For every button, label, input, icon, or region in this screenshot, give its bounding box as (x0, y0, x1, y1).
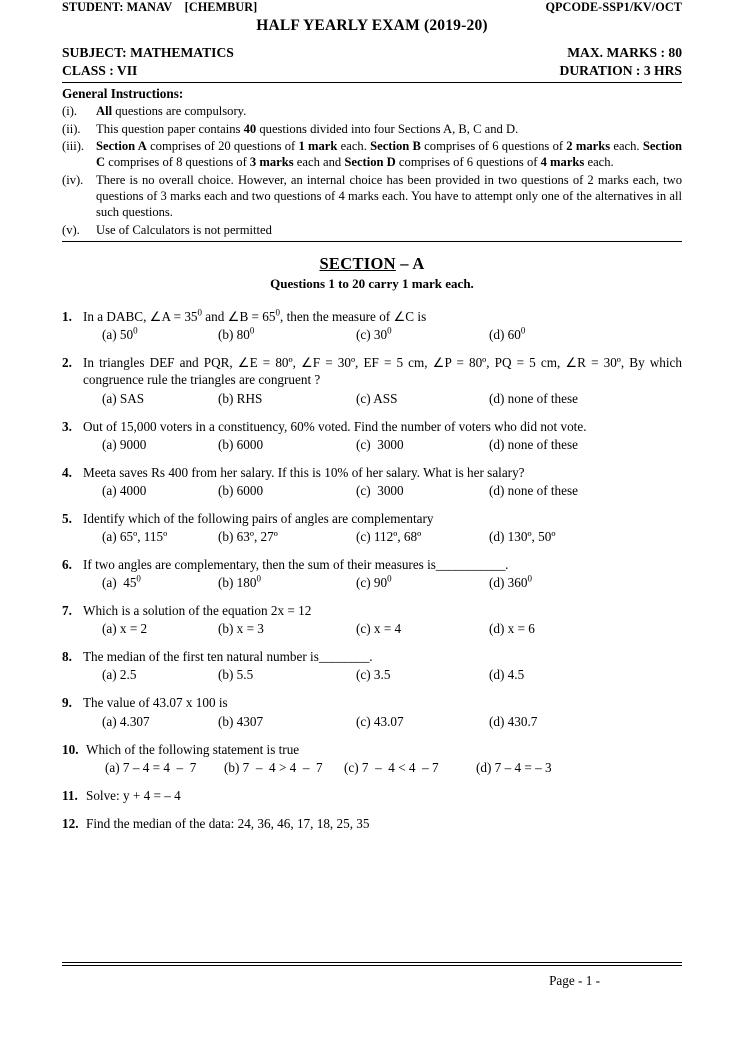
question-number: 2. (62, 355, 72, 371)
option-choice[interactable]: (b) 4307 (218, 713, 264, 729)
subject-line (62, 44, 682, 62)
option-choice[interactable]: (d) 7 – 4 = – 3 (476, 759, 552, 775)
option-row (83, 326, 682, 343)
option-row (83, 436, 682, 453)
page-number: Page - 1 - (549, 973, 600, 988)
option-choice[interactable]: (a) 4.307 (102, 713, 150, 729)
question-item (62, 602, 682, 637)
questions-list (62, 308, 682, 832)
option-choice[interactable]: (a) $45^0$ (102, 573, 141, 591)
question-text: Find the median of the data: 24, 36, 46, 17, 18, 25, 35 (86, 815, 370, 831)
option-choice[interactable]: (b) 63º, 27º (218, 528, 278, 544)
instruction-item (62, 172, 682, 221)
question-body (83, 648, 682, 683)
option-choice[interactable]: (c) $90^0$ (356, 573, 392, 591)
instruction-text: There is no overall choice. However, an internal choice has been provided in two questions of 2 marks each, two questions of 3 marks each and two questions of 4 marks each. You have to attempt only one of the alternatives in all such questions. (96, 172, 682, 220)
subject-label: SUBJECT: MATHEMATICS (62, 45, 234, 60)
instruction-text: Section A comprises of 20 questions of 1 mark each. Section B comprises of 6 questions of 2 marks each. Section C comprises of 8 questions of 3 marks each and Section D comprises of 6 questions of 4 marks each. (96, 138, 683, 170)
option-choice[interactable]: (a) SAS (102, 390, 145, 406)
question-item (62, 787, 682, 804)
option-choice[interactable]: (d) 4.5 (489, 667, 525, 683)
class-line (62, 62, 682, 80)
option-choice[interactable]: (d) none of these (489, 482, 578, 498)
question-item (62, 510, 682, 545)
instructions-divider (62, 241, 682, 242)
option-choice[interactable]: (b) $180^0$ (218, 573, 261, 591)
instruction-text: All questions are compulsory. (96, 104, 247, 119)
page-content (62, 0, 682, 843)
instruction-item (62, 103, 682, 119)
instruction-number: (i). (62, 104, 78, 119)
instruction-number: (iv). (62, 172, 84, 187)
max-marks-label: MAX. MARKS : 80 (567, 45, 682, 60)
question-item (62, 418, 682, 453)
section-heading (62, 254, 682, 292)
option-row (83, 574, 682, 591)
option-choice[interactable]: (c) ASS (356, 390, 398, 406)
section-title (62, 254, 682, 274)
question-text: Which of the following statement is true (86, 741, 300, 757)
option-row (83, 713, 682, 730)
question-text: Out of 15,000 voters in a constituency, 60% voted. Find the number of voters who did not vote. (83, 418, 587, 434)
question-text: The median of the first ten natural number is________. (83, 649, 373, 665)
instructions-list (62, 103, 682, 238)
qp-code: QPCODE-SSP1/KV/OCT (545, 0, 682, 14)
option-row (83, 620, 682, 637)
option-choice[interactable]: (c) x = 4 (356, 621, 402, 637)
header-divider (62, 82, 682, 83)
question-item (62, 648, 682, 683)
page-footer (62, 962, 682, 989)
question-body (86, 787, 682, 804)
option-choice[interactable]: (d) $360^0$ (489, 573, 532, 591)
option-choice[interactable]: (c) 43.07 (356, 713, 404, 729)
option-choice[interactable]: (c) $30^0$ (356, 325, 392, 343)
option-choice[interactable]: (a) 9000 (102, 436, 147, 452)
question-body (86, 741, 682, 776)
instruction-text: This question paper contains 40 questions divided into four Sections A, B, C and D. (96, 121, 519, 136)
question-body (83, 510, 682, 545)
section-title-rest: – A (395, 254, 425, 274)
question-number: 5. (62, 510, 72, 526)
section-subtitle: Questions 1 to 20 carry 1 mark each. (270, 276, 474, 292)
question-text: In triangles DEF and PQR, ∠E = 80º, ∠F = 30º, EF = 5 cm, ∠P = 80º, PQ = 5 cm, ∠R = 30º, By which congruence rule the triangles are congruent ? (83, 355, 682, 388)
instruction-number: (ii). (62, 121, 81, 136)
option-row (83, 528, 682, 545)
question-text: Identify which of the following pairs of angles are complementary (83, 510, 434, 526)
instruction-item (62, 222, 682, 238)
option-choice[interactable]: (b) 6000 (218, 436, 264, 452)
general-instructions-title: General Instructions: (62, 86, 184, 102)
instruction-item (62, 138, 682, 171)
question-body (83, 308, 682, 343)
question-text: If two angles are complementary, then the sum of their measures is___________. (83, 556, 509, 572)
option-choice[interactable]: (c) 112º, 68º (356, 528, 422, 544)
option-choice[interactable]: (c) 3000 (356, 436, 404, 452)
question-number: 7. (62, 603, 72, 619)
question-text: Meeta saves Rs 400 from her salary. If this is 10% of her salary. What is her salary? (83, 464, 525, 480)
option-choice[interactable]: (b) 7 – 4 > 4 – 7 (224, 759, 323, 775)
option-choice[interactable]: (a) $50^0$ (102, 325, 138, 343)
question-number: 8. (62, 649, 72, 665)
option-choice[interactable]: (a) 65º, 115º (102, 528, 168, 544)
option-choice[interactable]: (b) x = 3 (218, 621, 264, 637)
option-choice[interactable]: (a) 2.5 (102, 667, 137, 683)
question-item (62, 815, 682, 832)
question-text: Solve: y + 4 = – 4 (86, 787, 181, 803)
question-item (62, 308, 682, 343)
question-body (86, 815, 682, 832)
question-number: 9. (62, 695, 72, 711)
question-body (83, 418, 682, 453)
question-body (83, 694, 682, 729)
header-top-row (62, 0, 682, 15)
student-name: STUDENT: MANAV [CHEMBUR] (62, 0, 258, 14)
instruction-number: (v). (62, 222, 80, 237)
option-choice[interactable]: (b) RHS (218, 390, 263, 406)
option-choice[interactable]: (d) x = 6 (489, 621, 535, 637)
question-item (62, 354, 682, 406)
instruction-text: Use of Calculators is not permitted (96, 222, 272, 237)
option-row (86, 759, 682, 776)
question-number: 6. (62, 556, 72, 572)
option-choice[interactable]: (c) 3.5 (356, 667, 391, 683)
question-text: Which is a solution of the equation 2x = 12 (83, 603, 312, 619)
option-choice[interactable]: (b) $80^0$ (218, 325, 255, 343)
question-text: The value of 43.07 x 100 is (83, 695, 228, 711)
footer-divider-top (62, 962, 682, 963)
option-row (83, 482, 682, 499)
question-body (83, 464, 682, 499)
exam-title: HALF YEARLY EXAM (2019-20) (256, 17, 488, 34)
option-choice[interactable]: (d) 430.7 (489, 713, 538, 729)
question-item (62, 741, 682, 776)
option-choice[interactable]: (b) 6000 (218, 482, 264, 498)
question-number: 4. (62, 464, 72, 480)
question-text: In a DABC, ∠A = $35^0$ and ∠B = $65^0$, then the measure of ∠C is (83, 307, 427, 325)
question-item (62, 464, 682, 499)
option-choice[interactable]: (d) none of these (489, 390, 578, 406)
question-number: 10. (62, 741, 79, 757)
option-choice[interactable]: (a) 4000 (102, 482, 147, 498)
question-number: 11. (62, 787, 78, 803)
option-choice[interactable]: (d) $60^0$ (489, 325, 526, 343)
duration-label: DURATION : 3 HRS (559, 63, 682, 79)
question-number: 12. (62, 815, 79, 831)
question-body (83, 354, 682, 406)
instruction-number: (iii). (62, 138, 85, 153)
question-item (62, 694, 682, 729)
instruction-item (62, 121, 682, 137)
option-choice[interactable]: (a) x = 2 (102, 621, 148, 637)
option-choice[interactable]: (d) none of these (489, 436, 578, 452)
option-choice[interactable]: (b) 5.5 (218, 667, 254, 683)
question-number: 1. (62, 309, 72, 325)
class-label: CLASS : VII (62, 63, 138, 79)
option-row (83, 390, 682, 407)
option-choice[interactable]: (c) 3000 (356, 482, 404, 498)
option-row (83, 666, 682, 683)
section-title-underlined: SECTION (319, 254, 396, 274)
option-choice[interactable]: (c) 7 – 4 < 4 – 7 (344, 759, 439, 775)
question-item (62, 556, 682, 591)
option-choice[interactable]: (a) 7 – 4 = 4 – 7 (105, 759, 197, 775)
question-number: 3. (62, 418, 72, 434)
subject-block (62, 44, 682, 80)
footer-divider-bottom (62, 965, 682, 966)
question-body (83, 556, 682, 591)
option-choice[interactable]: (d) 130º, 50º (489, 528, 556, 544)
question-body (83, 602, 682, 637)
